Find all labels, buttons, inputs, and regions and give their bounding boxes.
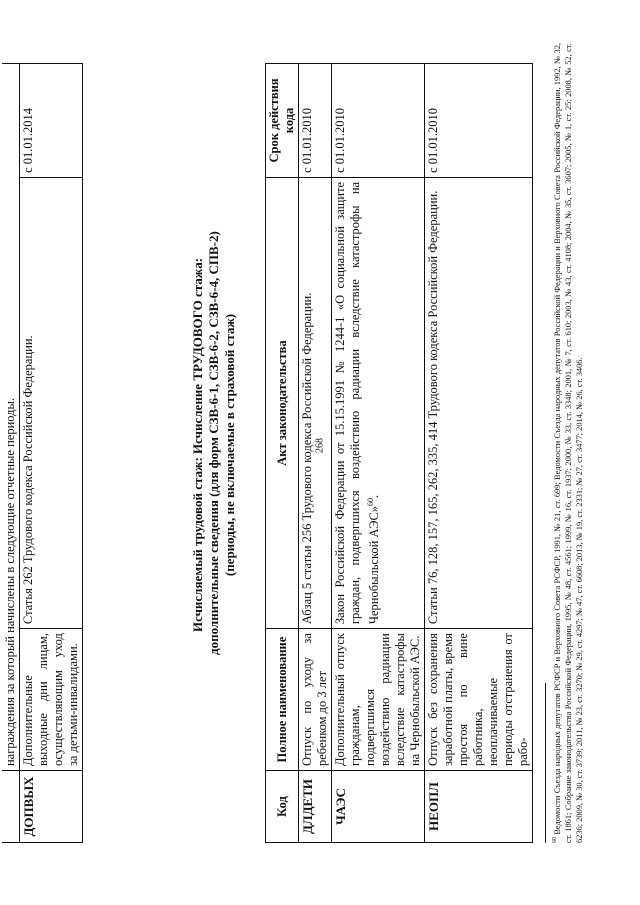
- main-table: [265, 63, 533, 843]
- heading-line-3: (периоды, не включаемые в страховой стаж): [222, 313, 237, 577]
- date-cell: с 01.01.2010: [332, 64, 425, 178]
- header-name: Полное наименование: [266, 629, 299, 771]
- header-row: [266, 64, 299, 843]
- table-row: [332, 64, 425, 843]
- continuation-text: награждения за который начислены в следующие отчетные периоды.: [2, 64, 20, 771]
- top-table: [2, 63, 83, 843]
- code-cell: ДОПВЫХ: [20, 771, 83, 843]
- code-cell: ДЛДЕТИ: [299, 771, 332, 843]
- page-number: 268: [314, 438, 326, 453]
- table-row: [2, 64, 20, 843]
- name-cell: Дополнительный отпуск гражданам, подвергшимся воздействию радиации вследствие катастрофы на Чернобыльской АЭС.: [332, 629, 425, 771]
- footnote-ref: 60: [366, 497, 375, 506]
- section-heading: [190, 231, 238, 655]
- act-cell: Закон Российской Федерации от 15.15.1991 № 1244-1 «О социальной защите граждан, подвергшихся воздействию радиации вследствие катастрофы на Чернобыльской АЭС»$^{60}$.: [332, 177, 425, 628]
- act-text: Закон Российской Федерации от 15.15.1991 № 1244-1 «О социальной защите граждан, подвергшихся воздействию радиации вследствие катастрофы на Чернобыльской АЭС»: [333, 181, 382, 625]
- name-cell: Отпуск по уходу за ребенком до 3 лет: [299, 629, 332, 771]
- table-row: [299, 64, 332, 843]
- header-date: Срок действия кода: [266, 64, 299, 178]
- name-cell: Дополнительные выходные дни лицам, осуществляющим уход за детьми-инвалидами.: [20, 629, 83, 771]
- act-cell: Абзац 5 статьи 256 Трудового кодекса Российской Федерации.: [299, 177, 332, 628]
- name-cell: Отпуск без сохранения заработной платы, время простоя по вине работника, неоплачиваемые периоды отстранения от рабо-: [425, 629, 533, 771]
- header-code: Код: [266, 771, 299, 843]
- footnote: [550, 43, 585, 843]
- table-row: [20, 64, 83, 843]
- footnote-number: 60: [552, 837, 558, 843]
- footnote-text: Ведомости Съезда народных депутатов РСФСР и Верховного Совета РСФСР, 1991, № 21, ст. 699; Ведомости Съезда народных депутатов Российской Федерации и Верховного Совета Российской Федерации, 1992, № 32, ст. 1861; Собрание законодательства Российской Федерации, 1995, № 48, ст. 4561; 1999, № 16, ст. 1937; 2000, № 33, ст. 3348; 2001, № 7, ст. 610; 2003, № 43, ст. 4108; 2004, № 35, ст. 3607; 2005, № 1, ст. 25; 2008, № 52, ст. 6236; 2009, № 30, ст. 3739; 2011, № 23, ст. 3270; № 29, ст. 4297; № 47, ст. 6608; 2013, № 19, ст. 2331; № 27, ст. 3477; 2014, № 26, ст. 3406.: [552, 43, 584, 843]
- footnote-divider: [545, 683, 546, 843]
- date-cell: с 01.01.2010: [299, 64, 332, 178]
- code-cell: НЕОПЛ: [425, 771, 533, 843]
- heading-line-1: Исчисляемый трудовой стаж: Исчисление ТРУДОВОГО стажа:: [190, 257, 205, 633]
- heading-line-2: дополнительные сведения (для форм СЗВ-6-1, СЗВ-6-2, СЗВ-6-4, СПВ-2): [206, 231, 221, 655]
- act-cell: Статья 262 Трудового кодекса Российской Федерации.: [20, 177, 83, 628]
- date-cell: с 01.01.2010: [425, 64, 533, 178]
- code-cell: ЧАЭС: [332, 771, 425, 843]
- header-act: Акт законодательства: [266, 177, 299, 628]
- act-cell: Статьи 76, 128, 157, 165, 262, 335, 414 Трудового кодекса Российской Федерации.: [425, 177, 533, 628]
- date-cell: с 01.01.2014: [20, 64, 83, 178]
- table-row: [425, 64, 533, 843]
